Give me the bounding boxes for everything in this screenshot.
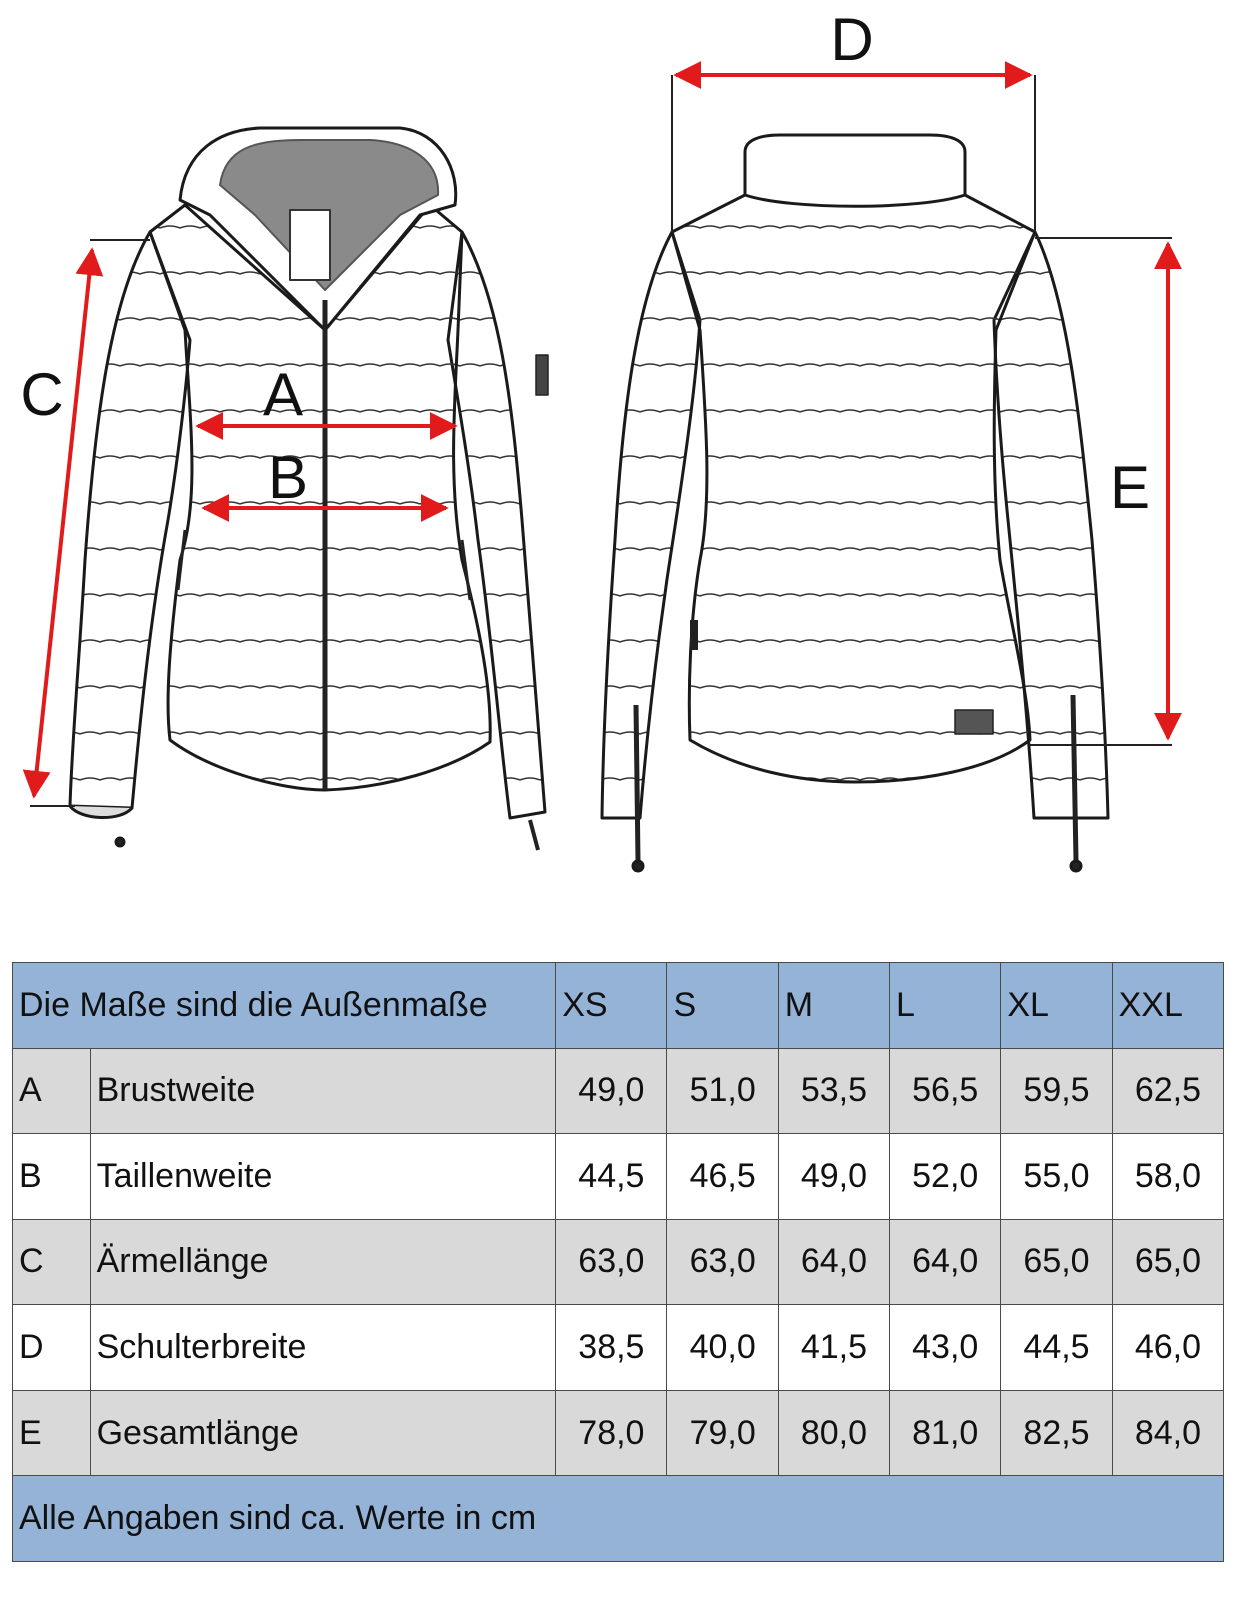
cell-value: 49,0	[556, 1048, 667, 1134]
cell-value: 78,0	[556, 1390, 667, 1476]
row-key: E	[13, 1390, 91, 1476]
cell-value: 49,0	[778, 1134, 889, 1220]
jacket-front-drawing	[70, 128, 548, 850]
jacket-back-drawing	[602, 135, 1108, 871]
cell-value: 65,0	[1001, 1219, 1112, 1305]
cell-value: 64,0	[778, 1219, 889, 1305]
table-row	[13, 1305, 1224, 1391]
cell-value: 40,0	[667, 1305, 778, 1391]
size-chart-table	[12, 962, 1224, 1562]
table-row	[13, 1048, 1224, 1134]
table-row	[13, 1219, 1224, 1305]
size-xl-header: XL	[1001, 963, 1112, 1049]
size-xxl-header: XXL	[1112, 963, 1223, 1049]
row-key: D	[13, 1305, 91, 1391]
row-name: Gesamtlänge	[90, 1390, 556, 1476]
cell-value: 53,5	[778, 1048, 889, 1134]
row-name: Taillenweite	[90, 1134, 556, 1220]
cell-value: 43,0	[890, 1305, 1001, 1391]
label-e: E	[1109, 454, 1151, 521]
label-c: C	[20, 361, 64, 428]
cell-value: 82,5	[1001, 1390, 1112, 1476]
row-name: Ärmellänge	[90, 1219, 556, 1305]
cell-value: 46,5	[667, 1134, 778, 1220]
size-s-header: S	[667, 963, 778, 1049]
table-row	[13, 1390, 1224, 1476]
cell-value: 81,0	[890, 1390, 1001, 1476]
cell-value: 64,0	[890, 1219, 1001, 1305]
size-xs-header: XS	[556, 963, 667, 1049]
row-name: Schulterbreite	[90, 1305, 556, 1391]
header-label: Die Maße sind die Außenmaße	[13, 963, 556, 1049]
cell-value: 51,0	[667, 1048, 778, 1134]
row-key: C	[13, 1219, 91, 1305]
cell-value: 44,5	[556, 1134, 667, 1220]
cell-value: 63,0	[556, 1219, 667, 1305]
label-b: B	[267, 444, 309, 511]
cell-value: 58,0	[1112, 1134, 1223, 1220]
cell-value: 56,5	[890, 1048, 1001, 1134]
cell-value: 80,0	[778, 1390, 889, 1476]
cell-value: 52,0	[890, 1134, 1001, 1220]
table-footer-row	[13, 1476, 1224, 1562]
cell-value: 44,5	[1001, 1305, 1112, 1391]
cell-value: 59,5	[1001, 1048, 1112, 1134]
size-m-header: M	[778, 963, 889, 1049]
cell-value: 79,0	[667, 1390, 778, 1476]
size-l-header: L	[890, 963, 1001, 1049]
footer-note: Alle Angaben sind ca. Werte in cm	[13, 1476, 1224, 1562]
label-d: D	[830, 6, 874, 73]
cell-value: 41,5	[778, 1305, 889, 1391]
cell-value: 38,5	[556, 1305, 667, 1391]
cell-value: 55,0	[1001, 1134, 1112, 1220]
table-header-row	[13, 963, 1224, 1049]
cell-value: 46,0	[1112, 1305, 1223, 1391]
label-a: A	[262, 361, 304, 428]
table-row	[13, 1134, 1224, 1220]
row-name: Brustweite	[90, 1048, 556, 1134]
cell-value: 84,0	[1112, 1390, 1223, 1476]
row-key: B	[13, 1134, 91, 1220]
row-key: A	[13, 1048, 91, 1134]
cell-value: 63,0	[667, 1219, 778, 1305]
cell-value: 62,5	[1112, 1048, 1223, 1134]
cell-value: 65,0	[1112, 1219, 1223, 1305]
